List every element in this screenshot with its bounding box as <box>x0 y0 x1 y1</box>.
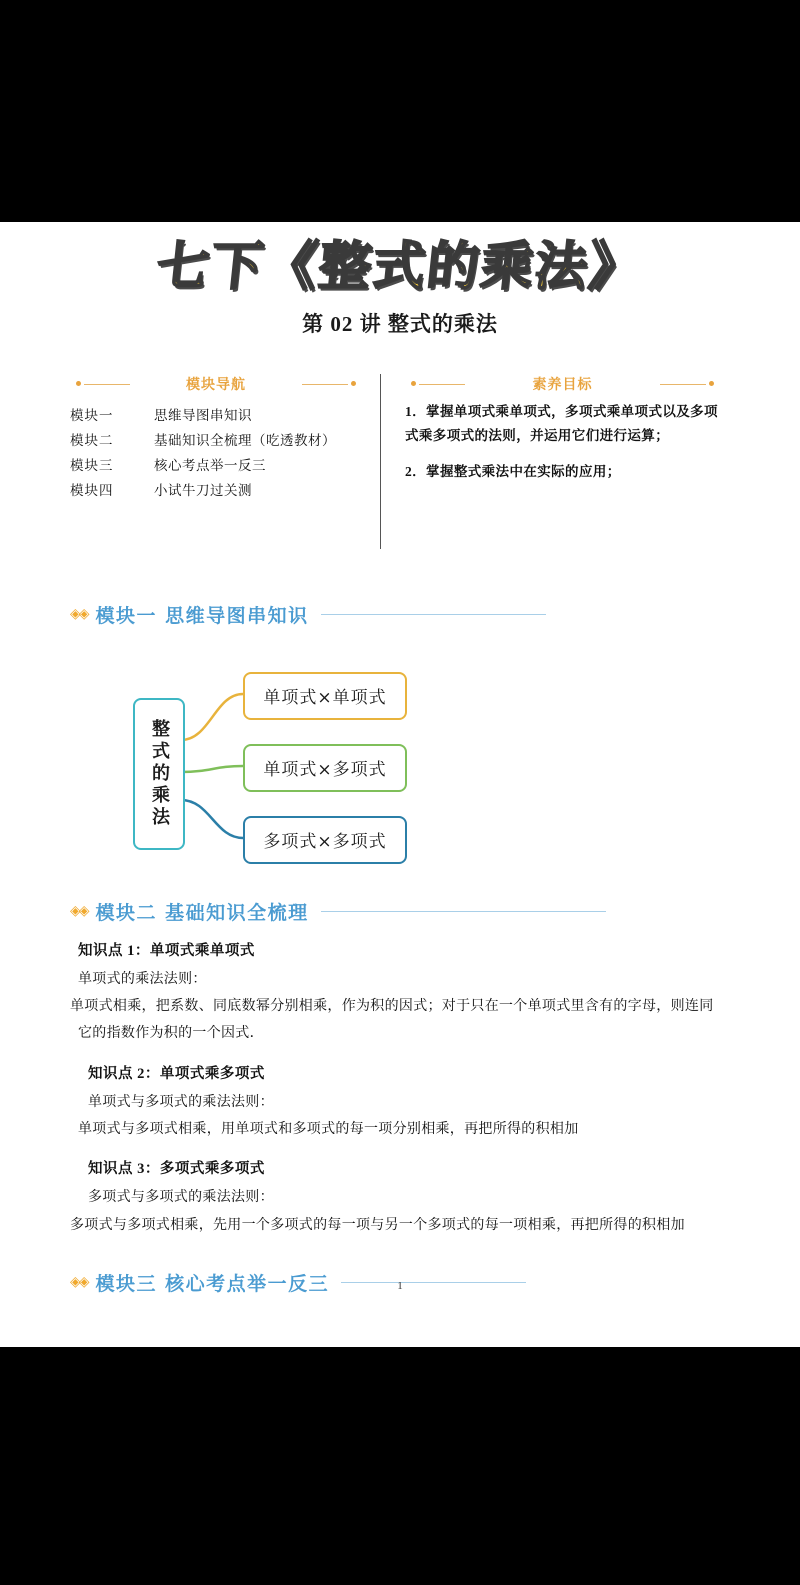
dot-decoration-right <box>709 381 714 386</box>
goal-item: 1．掌握单项式乘单项式，多项式乘单项式以及多项式乘多项式的法则，并运用它们进行运算； <box>405 403 718 444</box>
knowledge-point-1-line-2: 单项式相乘，把系数、同底数幂分别相乘，作为积的因式；对于只在一个单项式里含有的字母，则连同 <box>70 999 714 1015</box>
page-number: 1 <box>397 1280 403 1292</box>
knowledge-point-1-title: 知识点 1：单项式乘单项式 <box>78 942 255 959</box>
nav-item-key: 模块二 <box>70 432 114 448</box>
module-heading-2 <box>70 890 752 925</box>
document-page <box>0 222 800 1347</box>
module-heading-1 <box>70 593 752 628</box>
line-decoration-left <box>84 384 130 385</box>
knowledge-point-3-line-1: 多项式与多项式的乘法法则： <box>88 1190 274 1206</box>
module-nav-heading-label: 模块导航 <box>186 376 246 393</box>
module-nav-heading <box>70 374 362 394</box>
goal-heading <box>405 374 720 394</box>
mindmap-node-3-label: 多项式×多项式 <box>263 832 387 853</box>
module-nav-list <box>70 404 362 504</box>
mindmap <box>0 650 800 890</box>
nav-item-value: 思维导图串知识 <box>154 407 252 423</box>
knowledge-point-3-line-2: 多项式与多项式相乘，先用一个多项式的每一项与另一个多项式的每一项相乘，再把所得的积相加 <box>70 1217 685 1233</box>
knowledge-point-2 <box>70 1062 740 1144</box>
knowledge-point-2-line-2: 单项式与多项式相乘，用单项式和多项式的每一项分别相乘，再把所得的积相加 <box>78 1121 579 1137</box>
nav-item-key: 模块三 <box>70 457 114 473</box>
goal-item: 2．掌握整式乘法中在实际的应用； <box>405 464 621 480</box>
info-row <box>70 374 752 549</box>
module-heading-3-label: 模块三 核心考点举一反三 <box>95 1272 330 1295</box>
mindmap-node-3 <box>243 816 407 864</box>
list-item <box>70 404 362 429</box>
line-decoration-right <box>302 384 348 385</box>
module-nav-box <box>70 374 380 549</box>
mindmap-root-node <box>133 698 185 850</box>
knowledge-point-2-title: 知识点 2：单项式乘多项式 <box>88 1065 265 1082</box>
knowledge-point-2-line-1: 单项式与多项式的乘法法则： <box>88 1094 274 1110</box>
knowledge-point-1 <box>70 939 740 1048</box>
dot-decoration-right <box>351 381 356 386</box>
mindmap-root-label: 整式的乘法 <box>149 718 170 829</box>
dot-decoration-left <box>411 381 416 386</box>
page-subtitle: 第 02 讲 整式的乘法 <box>302 311 498 336</box>
list-item <box>70 479 362 504</box>
list-item <box>70 454 362 479</box>
mindmap-node-2 <box>243 744 407 792</box>
module-heading-2-label: 模块二 基础知识全梳理 <box>95 901 309 924</box>
dot-decoration-left <box>76 381 81 386</box>
diamond-icon: ◈◈ <box>70 606 88 622</box>
line-decoration-right <box>660 384 706 385</box>
diamond-icon: ◈◈ <box>70 903 88 919</box>
goal-heading-label: 素养目标 <box>532 376 593 393</box>
heading-rule <box>321 911 606 912</box>
page-title: 七下《整式的乘法》 <box>153 237 647 297</box>
mindmap-node-1-label: 单项式×单项式 <box>263 688 387 709</box>
knowledge-point-3-title: 知识点 3：多项式乘多项式 <box>88 1161 265 1178</box>
goal-box <box>380 374 720 549</box>
title-block <box>0 222 800 338</box>
knowledge-point-1-line-1: 单项式的乘法法则： <box>78 971 207 987</box>
nav-item-value: 小试牛刀过关测 <box>154 482 252 498</box>
knowledge-point-3 <box>70 1157 740 1239</box>
nav-item-key: 模块一 <box>70 407 114 423</box>
diamond-icon: ◈◈ <box>70 1274 88 1290</box>
module-heading-1-label: 模块一 思维导图串知识 <box>95 604 309 627</box>
mindmap-node-2-label: 单项式×多项式 <box>263 760 387 781</box>
nav-item-value: 基础知识全梳理（吃透教材） <box>154 432 336 448</box>
heading-rule <box>321 614 546 615</box>
nav-item-key: 模块四 <box>70 482 114 498</box>
nav-item-value: 核心考点举一反三 <box>154 457 266 473</box>
knowledge-point-1-line-3: 它的指数作为积的一个因式． <box>78 1026 264 1042</box>
list-item <box>70 429 362 454</box>
mindmap-node-1 <box>243 672 407 720</box>
line-decoration-left <box>419 384 465 385</box>
